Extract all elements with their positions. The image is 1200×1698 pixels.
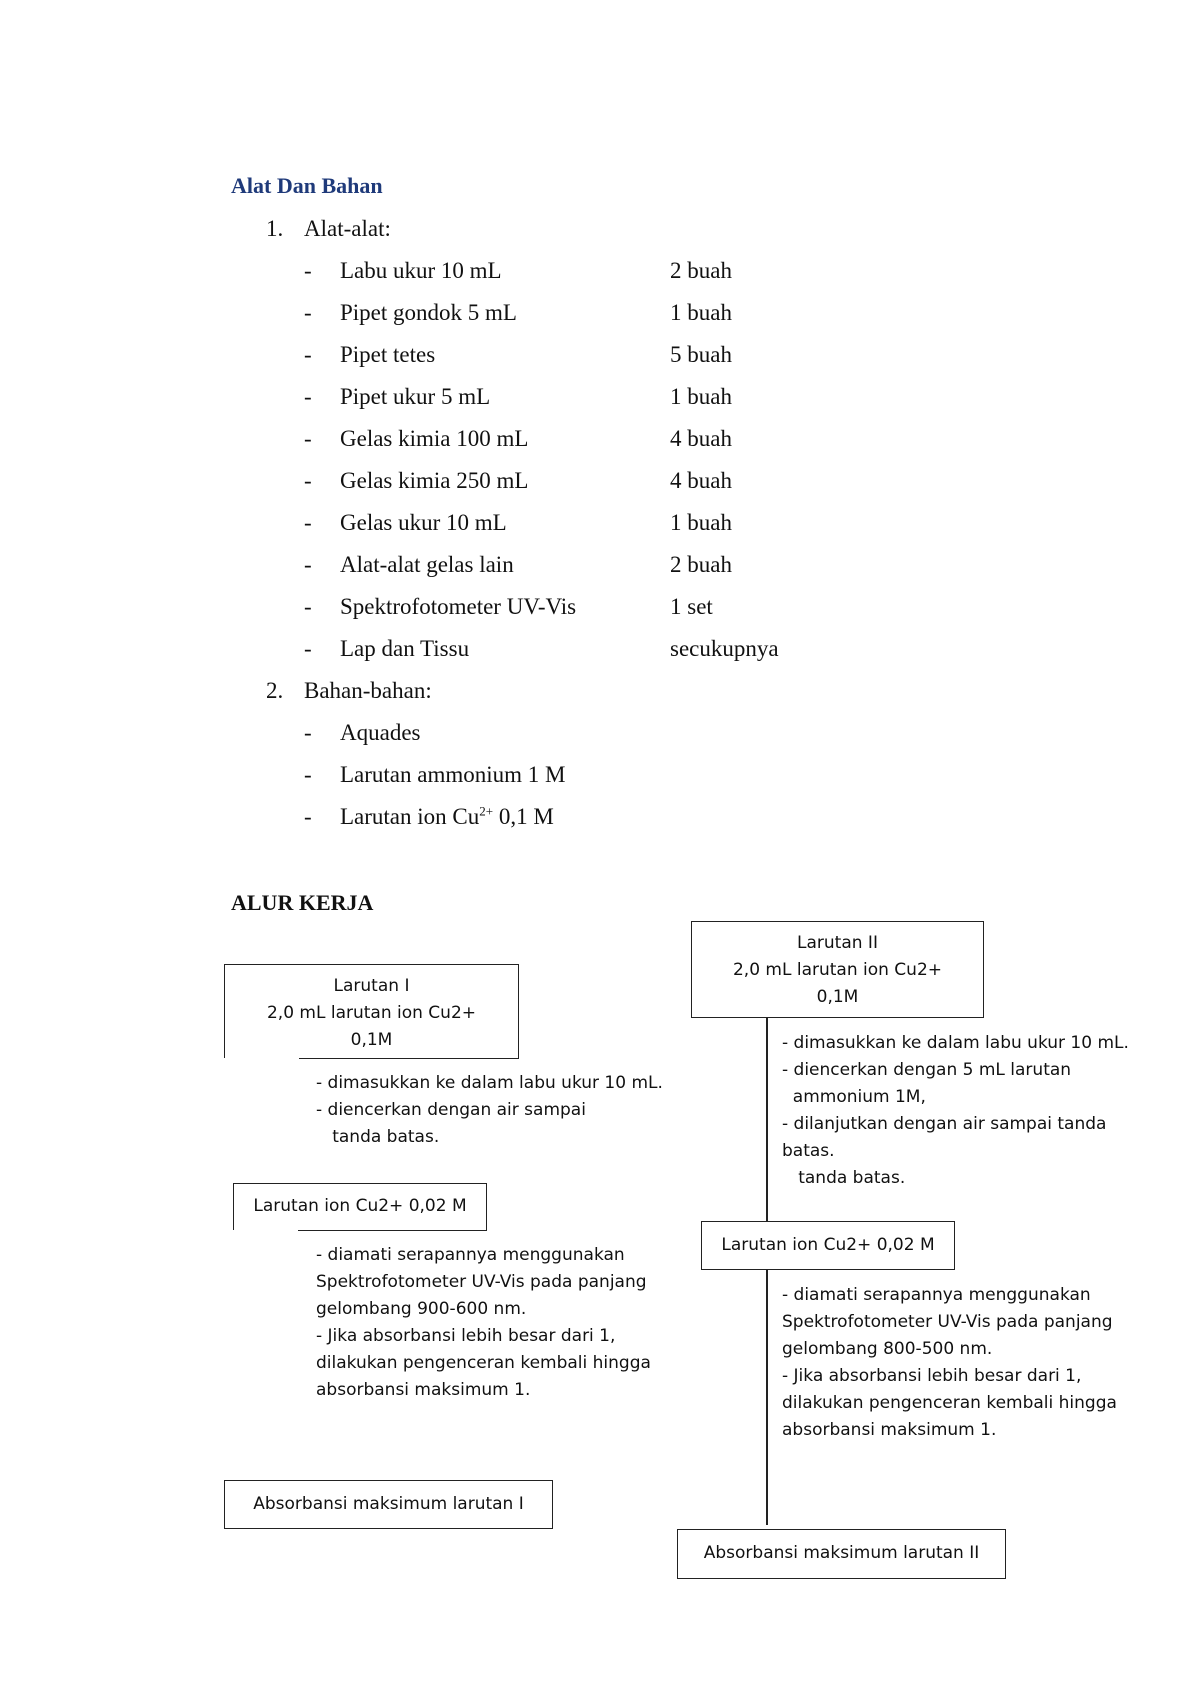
step-text: absorbansi maksimum 1. xyxy=(782,1420,997,1440)
step-text: - dilanjutkan dengan air sampai tanda xyxy=(782,1114,1107,1134)
tools-number: 1. xyxy=(266,216,284,241)
tool-qty: secukupnya xyxy=(670,636,779,661)
workflow-title: ALUR KERJA xyxy=(231,890,374,915)
tool-name: Pipet gondok 5 mL xyxy=(340,300,517,325)
box-line: Larutan I xyxy=(333,976,410,996)
charge-superscript: 2+ xyxy=(479,803,494,819)
box-line: 2,0 mL larutan ion Cu2+ xyxy=(732,960,943,980)
list-bullet: - xyxy=(304,636,312,661)
step-text: - dimasukkan ke dalam labu ukur 10 mL. xyxy=(316,1073,663,1093)
material-name: Larutan ammonium 1 M xyxy=(340,762,566,787)
list-bullet: - xyxy=(304,594,312,619)
box-line: Larutan II xyxy=(797,933,878,953)
tool-name: Pipet tetes xyxy=(340,342,436,367)
flow1-end-box xyxy=(224,1480,553,1529)
tool-qty: 1 buah xyxy=(670,384,732,409)
tool-name: Gelas kimia 100 mL xyxy=(340,426,529,451)
materials-heading: Bahan-bahan: xyxy=(304,678,432,703)
step-text: - diencerkan dengan 5 mL larutan xyxy=(782,1060,1072,1080)
tool-name: Spektrofotometer UV-Vis xyxy=(340,594,577,619)
step-text: gelombang 900-600 nm. xyxy=(316,1299,527,1319)
step-text: batas. xyxy=(782,1141,835,1161)
tool-name: Labu ukur 10 mL xyxy=(340,258,502,283)
tools-heading: Alat-alat: xyxy=(304,216,391,241)
connector-line xyxy=(766,1270,768,1525)
box-gap xyxy=(224,1058,299,1061)
tool-qty: 1 set xyxy=(670,594,713,619)
box-line: Absorbansi maksimum larutan II xyxy=(703,1543,980,1563)
section-title: Alat Dan Bahan xyxy=(231,173,383,198)
step-text: - Jika absorbansi lebih besar dari 1, xyxy=(316,1326,616,1346)
step-text: dilakukan pengenceran kembali hingga xyxy=(782,1393,1117,1413)
material-name xyxy=(340,804,554,830)
tool-qty: 5 buah xyxy=(670,342,732,367)
box-line: Larutan ion Cu2+ 0,02 M xyxy=(721,1235,935,1255)
list-bullet: - xyxy=(304,468,312,493)
list-bullet: - xyxy=(304,762,312,787)
tool-qty: 4 buah xyxy=(670,426,732,451)
step-text: tanda batas. xyxy=(782,1168,906,1188)
step-text: gelombang 800-500 nm. xyxy=(782,1339,993,1359)
flow2-end-box xyxy=(677,1529,1006,1579)
box-line: Larutan ion Cu2+ 0,02 M xyxy=(253,1196,467,1216)
list-bullet: - xyxy=(304,720,312,745)
list-bullet: - xyxy=(304,258,312,283)
box-line: Absorbansi maksimum larutan I xyxy=(253,1494,524,1514)
tool-name: Alat-alat gelas lain xyxy=(340,552,514,577)
box-line: 2,0 mL larutan ion Cu2+ xyxy=(266,1003,477,1023)
box-gap xyxy=(233,1230,298,1233)
step-text: Spektrofotometer UV-Vis pada panjang xyxy=(316,1272,647,1292)
box-line: 0,1M xyxy=(350,1030,393,1050)
list-bullet: - xyxy=(304,552,312,577)
tool-name: Gelas kimia 250 mL xyxy=(340,468,529,493)
materials-number: 2. xyxy=(266,678,284,703)
step-text: - Jika absorbansi lebih besar dari 1, xyxy=(782,1366,1082,1386)
list-bullet: - xyxy=(304,342,312,367)
step-text: - diamati serapannya menggunakan xyxy=(782,1285,1091,1305)
step-text: absorbansi maksimum 1. xyxy=(316,1380,531,1400)
box-line: 0,1M xyxy=(816,987,859,1007)
flow2-start-box xyxy=(691,921,984,1018)
step-text: Spektrofotometer UV-Vis pada panjang xyxy=(782,1312,1113,1332)
tool-qty: 1 buah xyxy=(670,510,732,535)
connector-line xyxy=(766,1018,768,1222)
material-name-text: Larutan ion Cu xyxy=(340,804,480,829)
tool-qty: 1 buah xyxy=(670,300,732,325)
flow1-start-box xyxy=(224,964,519,1059)
list-bullet: - xyxy=(304,300,312,325)
step-text: - diamati serapannya menggunakan xyxy=(316,1245,625,1265)
list-bullet: - xyxy=(304,804,312,829)
list-bullet: - xyxy=(304,384,312,409)
tool-qty: 2 buah xyxy=(670,258,732,283)
step-text: tanda batas. xyxy=(316,1127,440,1147)
tool-name: Gelas ukur 10 mL xyxy=(340,510,507,535)
list-bullet: - xyxy=(304,510,312,535)
step-text: - dimasukkan ke dalam labu ukur 10 mL. xyxy=(782,1033,1129,1053)
tool-qty: 4 buah xyxy=(670,468,732,493)
tool-qty: 2 buah xyxy=(670,552,732,577)
tool-name: Lap dan Tissu xyxy=(340,636,470,661)
list-bullet: - xyxy=(304,426,312,451)
step-text: - diencerkan dengan air sampai xyxy=(316,1100,586,1120)
material-concentration: 0,1 M xyxy=(493,804,554,829)
step-text: ammonium 1M, xyxy=(782,1087,926,1107)
material-name: Aquades xyxy=(340,720,421,745)
flow1-mid-box xyxy=(233,1183,487,1231)
step-text: dilakukan pengenceran kembali hingga xyxy=(316,1353,651,1373)
flow2-mid-box xyxy=(701,1221,955,1270)
tool-name: Pipet ukur 5 mL xyxy=(340,384,491,409)
